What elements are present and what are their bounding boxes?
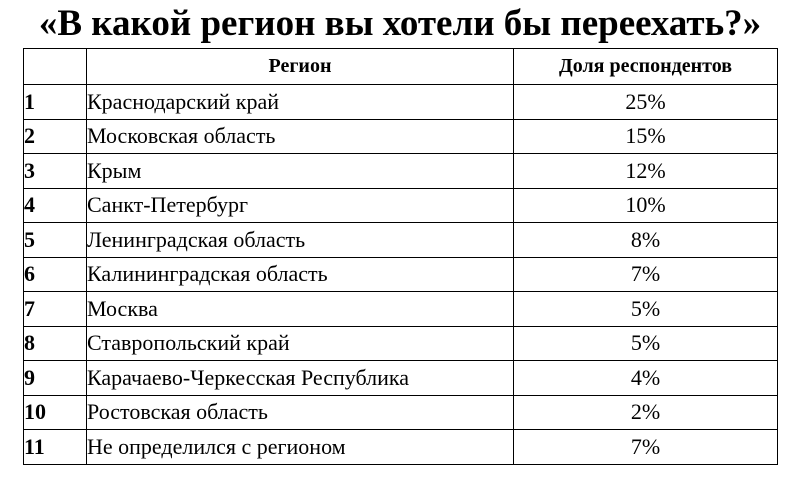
table-body — [24, 85, 778, 465]
row-share: 8% — [514, 223, 778, 258]
row-rank: 9 — [24, 361, 87, 396]
survey-table — [23, 48, 778, 465]
row-region: Ростовская область — [87, 395, 514, 430]
table-row — [24, 85, 778, 120]
row-rank: 11 — [24, 430, 87, 465]
row-region: Московская область — [87, 119, 514, 154]
header-region: Регион — [87, 49, 514, 85]
table-row — [24, 361, 778, 396]
table-row — [24, 223, 778, 258]
row-region: Краснодарский край — [87, 85, 514, 120]
row-rank: 6 — [24, 257, 87, 292]
row-rank: 1 — [24, 85, 87, 120]
table-row — [24, 119, 778, 154]
row-rank: 7 — [24, 292, 87, 327]
row-region: Ставропольский край — [87, 326, 514, 361]
row-share: 4% — [514, 361, 778, 396]
row-share: 5% — [514, 326, 778, 361]
header-row — [24, 49, 778, 85]
row-share: 5% — [514, 292, 778, 327]
row-rank: 4 — [24, 188, 87, 223]
header-share: Доля респондентов — [514, 49, 778, 85]
row-region: Москва — [87, 292, 514, 327]
row-share: 7% — [514, 430, 778, 465]
table-row — [24, 395, 778, 430]
table-row — [24, 257, 778, 292]
table-row — [24, 430, 778, 465]
row-share: 7% — [514, 257, 778, 292]
row-region: Калининградская область — [87, 257, 514, 292]
row-share: 12% — [514, 154, 778, 189]
row-region: Карачаево-Черкесская Республика — [87, 361, 514, 396]
row-rank: 2 — [24, 119, 87, 154]
row-region: Не определился с регионом — [87, 430, 514, 465]
table-row — [24, 154, 778, 189]
row-rank: 8 — [24, 326, 87, 361]
row-region: Санкт-Петербург — [87, 188, 514, 223]
row-region: Ленинградская область — [87, 223, 514, 258]
row-rank: 10 — [24, 395, 87, 430]
table-header — [24, 49, 778, 85]
row-share: 25% — [514, 85, 778, 120]
header-rank — [24, 49, 87, 85]
row-share: 10% — [514, 188, 778, 223]
table-row — [24, 326, 778, 361]
row-share: 15% — [514, 119, 778, 154]
row-rank: 5 — [24, 223, 87, 258]
row-rank: 3 — [24, 154, 87, 189]
row-region: Крым — [87, 154, 514, 189]
row-share: 2% — [514, 395, 778, 430]
table-row — [24, 188, 778, 223]
chart-title: «В какой регион вы хотели бы переехать?» — [38, 3, 762, 44]
table-row — [24, 292, 778, 327]
